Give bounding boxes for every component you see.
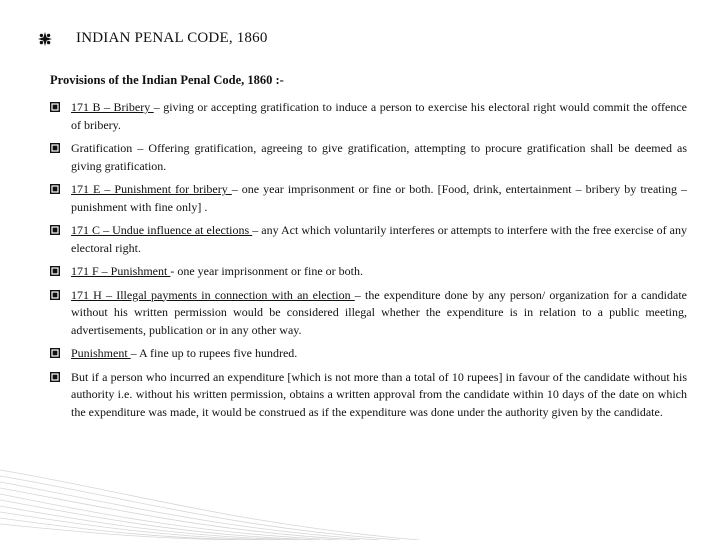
list-item-body: Gratification – Offering gratification, agreeing to give gratification, attempting to procure gratification shall be deemed as giving gratification. [71,141,687,173]
page-title: INDIAN PENAL CODE, 1860 [76,30,268,46]
list-item-text [71,345,687,363]
list-item [50,345,687,363]
list-item-heading: 171 C – Undue influence at elections [71,223,253,237]
provisions-list [50,99,687,427]
checkbox-bullet-icon [50,102,60,112]
list-item-body: – giving or accepting gratification to induce a person to exercise his electoral right would commit the offence of bribery. [71,100,687,132]
list-item [50,287,687,340]
list-item-body: – one year imprisonment or fine or both. [Food, drink, entertainment – bribery by treating – punishment with fine only] . [71,182,687,214]
checkbox-bullet-icon [50,184,60,194]
list-item-text [71,287,687,340]
list-item-text [71,222,687,257]
list-item-text [71,181,687,216]
slide-header [38,30,268,47]
list-item-body: But if a person who incurred an expenditure [which is not more than a total of 10 rupees] in favour of the candidate without his authority i.e. without his written permission, obtains a written approval from the candidate within 10 days of the date on which the expenditure was made, it would be construed as if the expenditure was done under the authority given by the candidate. [71,369,687,419]
list-item-body: – any Act which voluntarily interferes or attempts to interfere with the free exercise of any electoral right. [71,223,687,255]
diamond-bullet-icon [38,32,52,46]
list-item-heading: Punishment [71,346,131,360]
checkbox-bullet-icon [50,143,60,153]
list-item-text [71,140,687,175]
checkbox-bullet-icon [50,290,60,300]
list-item-heading: 171 E – Punishment for bribery [71,182,232,196]
list-item-text [71,263,687,281]
list-item-heading: 171 B – Bribery [71,100,154,114]
list-item-text [71,99,687,134]
list-item-body: - one year imprisonment or fine or both. [170,264,363,278]
list-item [50,369,687,422]
list-item-heading: 171 F – Punishment [71,264,171,278]
list-item [50,222,687,257]
list-item-heading: 171 H – Illegal payments in connection with an election [71,287,355,302]
checkbox-bullet-icon [50,348,60,358]
list-item [50,263,687,281]
checkbox-bullet-icon [50,372,60,382]
list-item [50,181,687,216]
list-item-body: – A fine up to rupees five hundred. [130,346,298,360]
provisions-intro: Provisions of the Indian Penal Code, 1860 :- [50,73,284,87]
list-item-body: – the expenditure done by any person/ organization for a candidate without his written permission would be considered illegal whether the expenditure is in relation to a public meeting, advertisements, publication or in any other way. [71,287,687,337]
decorative-wave [0,430,720,540]
list-item [50,140,687,175]
list-item [50,99,687,134]
list-item-text [71,369,687,422]
checkbox-bullet-icon [50,225,60,235]
checkbox-bullet-icon [50,266,60,276]
